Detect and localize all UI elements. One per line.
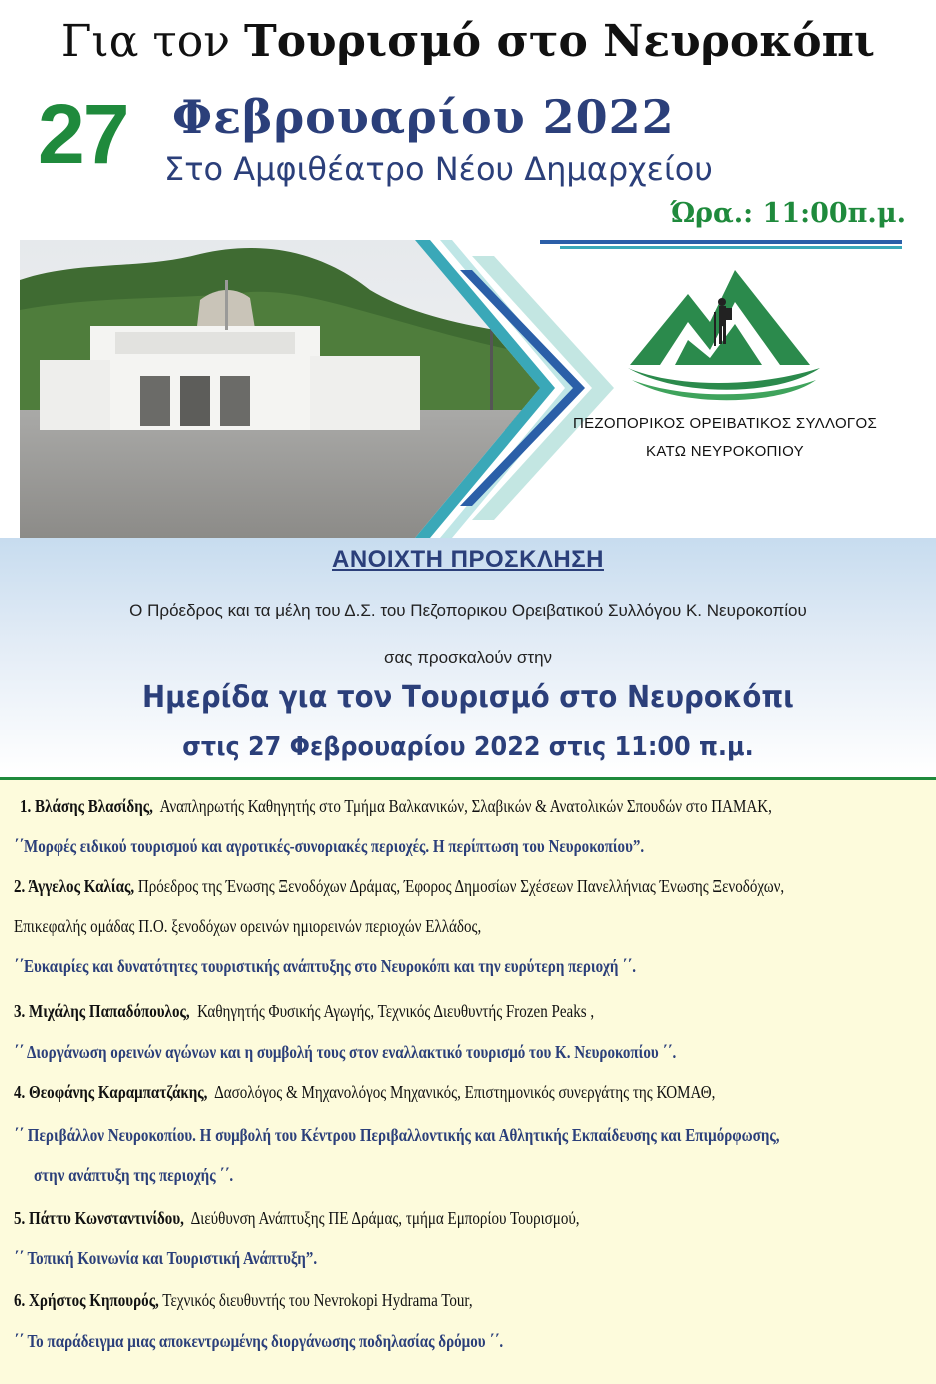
speaker-2-role-cont: Επικεφαλής ομάδας Π.Ο. ξενοδόχων ορεινών ημιορεινών περιοχών Ελλάδος,: [14, 916, 482, 936]
title-bold: Τουρισμό στο Νευροκόπι: [243, 16, 876, 67]
speaker-name: Χρήστος Κηπουρός,: [29, 1290, 159, 1310]
org-line-2: ΚΑΤΩ ΝΕΥΡΟΚΟΠΙΟΥ: [646, 443, 804, 460]
banner: [20, 240, 902, 538]
speaker-5: [14, 1208, 580, 1229]
speaker-number: 4.: [14, 1082, 26, 1102]
speaker-name: Θεοφάνης Καραμπατζάκης,: [29, 1082, 208, 1102]
speaker-number: 2.: [14, 876, 26, 896]
speaker-2-topic: ΄΄Ευκαιρίες και δυνατότητες τουριστικής ανάπτυξης στο Νευροκόπι και την ευρύτερη περιοχή ΄΄.: [14, 956, 636, 976]
speaker-role: Διεύθυνση Ανάπτυξης ΠΕ Δράμας, τμήμα Εμπορίου Τουρισμού,: [190, 1208, 580, 1228]
speaker-number: 3.: [14, 1001, 26, 1021]
event-time: Ώρα.: 11:00π.μ.: [670, 198, 906, 229]
speaker-4-topic: ΄΄ Περιβάλλον Νευροκοπίου. Η συμβολή του Κέντρου Περιβαλλοντικής και Αθλητικής Εκπαίδευσης και Επιμόρφωσης,: [14, 1125, 780, 1145]
banner-graphic: [20, 240, 902, 538]
event-month-year: Φεβρουαρίου 2022: [172, 90, 675, 144]
title-prefix: Για τον: [60, 16, 244, 67]
speaker-role: Δασολόγος & Μηχανολόγος Μηχανικός, Επιστημονικός συνεργάτης της ΚΟΜΑΘ,: [214, 1082, 716, 1102]
speaker-2: [14, 876, 784, 897]
event-title: Ημερίδα για τον Τουρισμό στο Νευροκόπι: [142, 680, 794, 715]
speaker-number: 6.: [14, 1290, 26, 1310]
speakers-section: [0, 780, 936, 1384]
speaker-name: Βλάσης Βλασίδης,: [35, 796, 153, 816]
speaker-3-topic: ΄΄ Διοργάνωση ορεινών αγώνων και η συμβολή τους στον εναλλακτικό τουρισμό του Κ. Νευροκοπίου ΄΄.: [14, 1042, 677, 1062]
event-date: στις 27 Φεβρουαρίου 2022 στις 11:00 π.μ.: [182, 732, 754, 762]
mountain-logo: [628, 270, 820, 400]
speaker-1: [20, 796, 772, 817]
org-line-1: ΠΕΖΟΠΟΡΙΚΟΣ ΟΡΕΙΒΑΤΙΚΟΣ ΣΥΛΛΟΓΟΣ: [572, 415, 878, 432]
speaker-name: Άγγελος Καλίας,: [28, 876, 135, 896]
invitation-text-2: σας προσκαλούν στην: [383, 648, 553, 667]
poster-title: [0, 16, 936, 67]
speaker-4: [14, 1082, 715, 1103]
invitation-heading: ΑΝΟΙΧΤΗ ΠΡΟΣΚΛΗΣΗ: [332, 546, 604, 573]
speaker-6-topic: ΄΄ Το παράδειγμα μιας αποκεντρωμένης διοργάνωσης ποδηλασίας δρόμου ΄΄.: [14, 1331, 504, 1351]
speaker-name: Πάττυ Κωνσταντινίδου,: [29, 1208, 184, 1228]
speaker-6: [14, 1290, 473, 1311]
speaker-3: [14, 1001, 594, 1022]
speaker-role: Πρόεδρος της Ένωσης Ξενοδόχων Δράμας, Έφορος Δημοσίων Σχέσεων Πανελλήνιας Ένωσης Ξενοδόχων,: [137, 876, 785, 896]
speaker-role: Τεχνικός διευθυντής του Nevrokopi Hydrama Tour,: [162, 1290, 473, 1310]
speaker-1-topic: ΄΄Μορφές ειδικού τουρισμού και αγροτικές-συνοριακές περιοχές. Η περίπτωση του Νευροκοπίου”.: [14, 836, 645, 856]
speaker-5-topic: ΄΄ Τοπική Κοινωνία και Τουριστική Ανάπτυξη”.: [14, 1248, 318, 1268]
speaker-number: 1.: [20, 796, 32, 816]
speaker-name: Μιχάλης Παπαδόπουλος,: [29, 1001, 190, 1021]
invitation-text-1: Ο Πρόεδρος και τα μέλη του Δ.Σ. του Πεζοπορικου Ορειβατικού Συλλόγου Κ. Νευροκοπίου: [129, 601, 807, 620]
speaker-role: Καθηγητής Φυσικής Αγωγής, Τεχνικός Διευθυντής Frozen Peaks ,: [197, 1001, 595, 1021]
event-venue: Στο Αμφιθέατρο Νέου Δημαρχείου: [164, 150, 713, 188]
organization-name: [555, 410, 895, 466]
event-day: 27: [38, 87, 128, 181]
speaker-4-topic-cont: στην ανάπτυξη της περιοχής ΄΄.: [34, 1165, 234, 1185]
speaker-number: 5.: [14, 1208, 26, 1228]
speaker-role: Αναπληρωτής Καθηγητής στο Τμήμα Βαλκανικών, Σλαβικών & Ανατολικών Σπουδών στο ΠΑΜΑΚ,: [159, 796, 772, 816]
